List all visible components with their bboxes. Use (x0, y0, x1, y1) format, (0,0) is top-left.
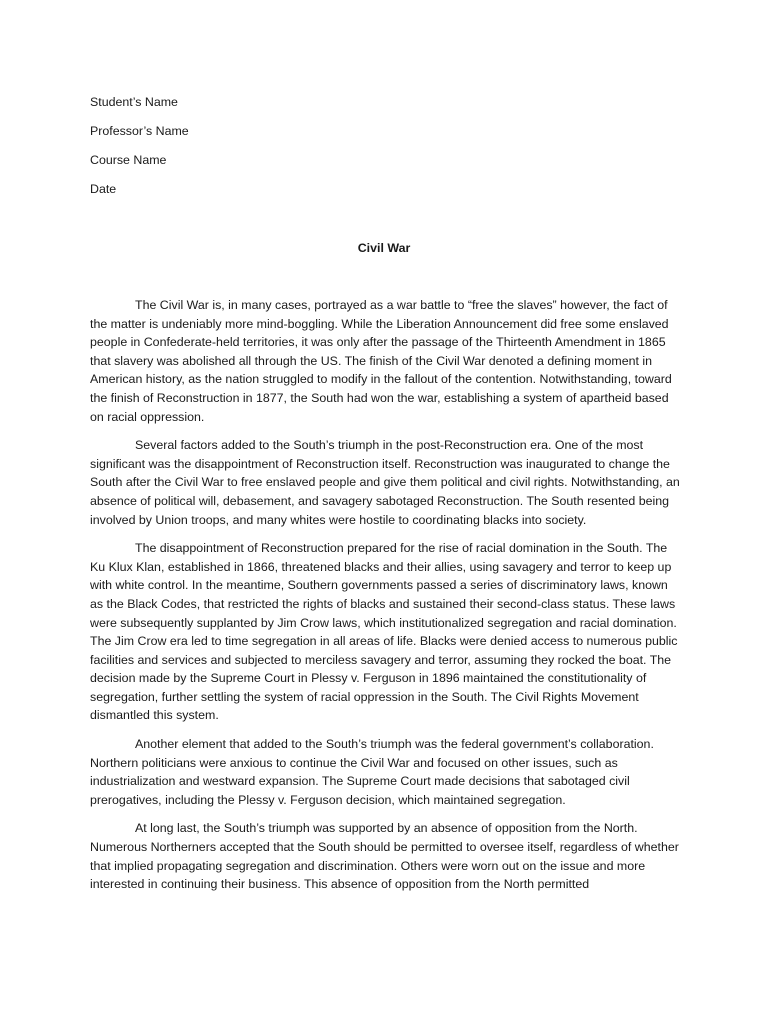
paragraph-1: The Civil War is, in many cases, portrayed as a war battle to “free the slaves” however, the fact of the matter is undeniably more mind-boggling. While the Liberation Announcement did free some enslaved people in Confederate-held territories, it was only after the passage of the Thirteenth Amendment in 1865 that slavery was abolished all through the US. The finish of the Civil War denoted a defining moment in American history, as the nation struggled to modify in the fallout of the contention. Notwithstanding, toward the finish of Reconstruction in 1877, the South had won the war, establishing a system of apartheid based on racial oppression. (90, 298, 672, 424)
paragraph-3: The disappointment of Reconstruction prepared for the rise of racial domination in the South. The Ku Klux Klan, established in 1866, threatened blacks and their allies, using savagery and terror to keep up with white control. In the meantime, Southern governments passed a series of discriminatory laws, known as the Black Codes, that restricted the rights of blacks and sustained their second-class status. These laws were subsequently supplanted by Jim Crow laws, which institutionalized segregation and racial domination. The Jim Crow era led to time segregation in all areas of life. Blacks were denied access to numerous public facilities and services and subjected to merciless savagery and terror, assuming they rocked the boat. The decision made by the Supreme Court in Plessy v. Ferguson in 1896 maintained the constitutionality of segregation, further settling the system of racial oppression in the South. The Civil Rights Movement dismantled this system. (90, 541, 678, 723)
date: Date (90, 182, 117, 196)
paragraph-5: At long last, the South’s triumph was supported by an absence of opposition from the North. Numerous Northerners accepted that the South should be permitted to oversee itself, regardless of whether that implied propagating segregation and discrimination. Others were worn out on the issue and more interested in continuing their business. This absence of opposition from the North permitted (90, 821, 679, 892)
professor-name: Professor’s Name (90, 124, 189, 138)
paragraph-2: Several factors added to the South’s triumph in the post-Reconstruction era. One of the most significant was the disappointment of Reconstruction itself. Reconstruction was inaugurated to change the South after the Civil War to free enslaved people and give them political and civil rights. Notwithstanding, an absence of political will, debasement, and savagery sabotaged Reconstruction. The South resented being involved by Union troops, and many whites were hostile to coordinating blacks into society. (90, 438, 680, 527)
course-name: Course Name (90, 153, 167, 167)
header-block (90, 93, 680, 209)
student-name: Student’s Name (90, 95, 178, 109)
paragraph-4: Another element that added to the South’s triumph was the federal government’s collaboration. Northern politicians were anxious to continue the Civil War and focused on other issues, such as industrialization and westward expansion. The Supreme Court made decisions that sabotaged civil prerogatives, including the Plessy v. Ferguson decision, which maintained segregation. (90, 737, 654, 807)
document-title: Civil War (357, 241, 411, 255)
document-body (90, 296, 680, 904)
